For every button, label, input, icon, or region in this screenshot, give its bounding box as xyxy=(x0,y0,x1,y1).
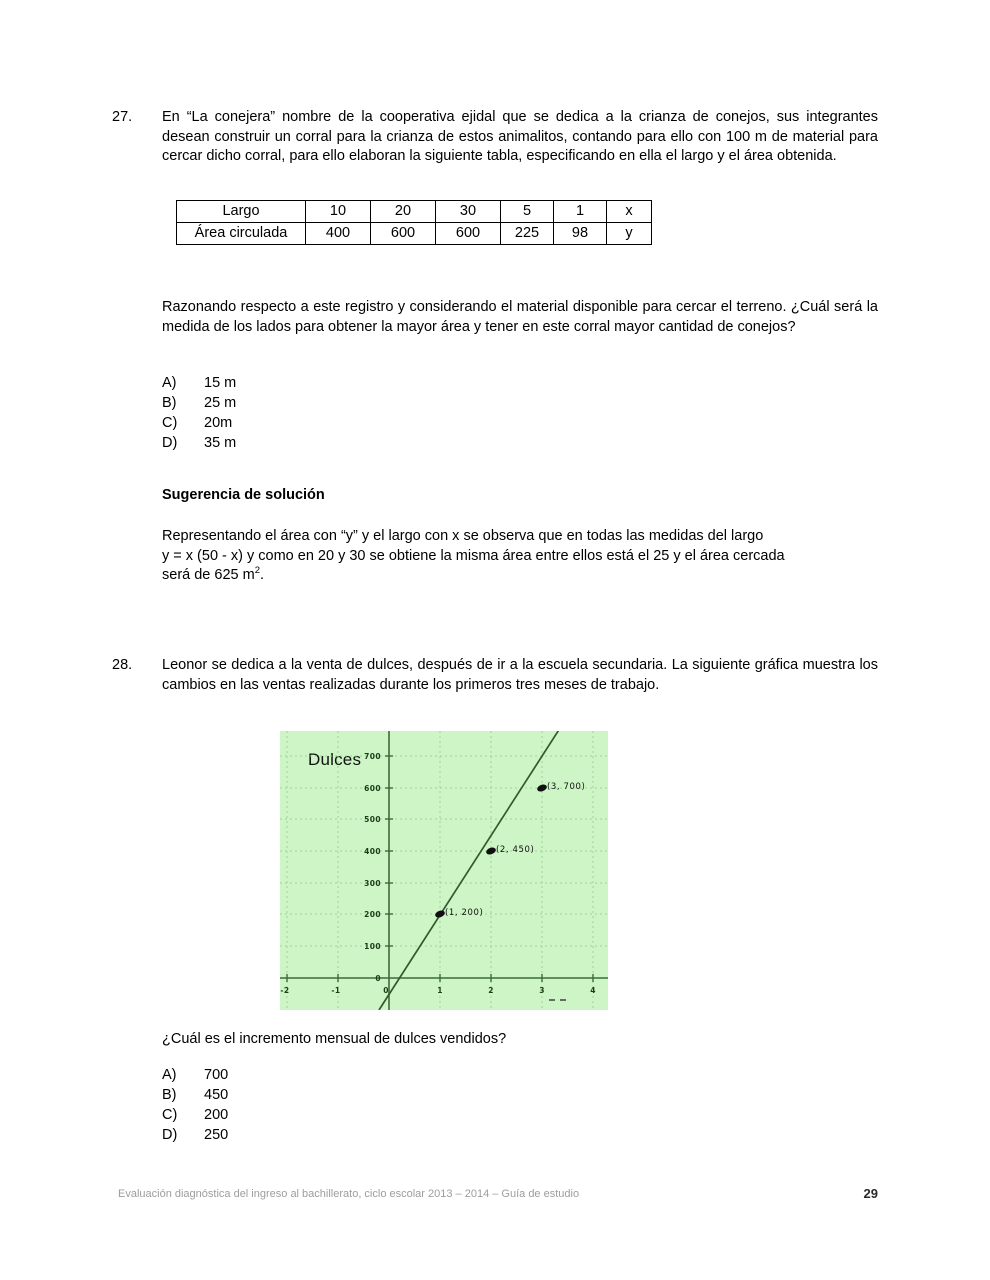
chart-data-line xyxy=(379,731,562,1010)
option-b-letter: B) xyxy=(162,1087,177,1103)
chart-xtick-label: 0 xyxy=(383,986,389,995)
option-c-letter: C) xyxy=(162,1107,178,1123)
chart-vertical-gridlines xyxy=(287,731,593,1010)
chart-ytick-label: 100 xyxy=(364,942,381,951)
option-b-letter: B) xyxy=(162,395,177,411)
dulces-line-chart xyxy=(280,731,608,1010)
page-footer xyxy=(118,1188,878,1200)
solution-line-3-post: . xyxy=(260,567,265,583)
solution-body xyxy=(162,527,878,586)
table-cell: 1 xyxy=(554,201,607,223)
option-a[interactable] xyxy=(162,1065,228,1085)
option-a-letter: A) xyxy=(162,375,177,391)
table-row-label: Largo xyxy=(177,201,306,223)
question-27 xyxy=(112,108,878,167)
table-cell: 5 xyxy=(501,201,554,223)
table-cell: 600 xyxy=(371,223,436,245)
option-a-text: 15 m xyxy=(204,375,237,391)
table-cell: 225 xyxy=(501,223,554,245)
question-27-text: En “La conejera” nombre de la cooperativa ejidal que se dedica a la crianza de conejos, sus integrantes desean construir un corral para la crianza de estos animalitos, contando para ello con 100 m de material para cercar dicho corral, para ello elaboran la siguiente tabla, especificando en ella el largo y el área obtenida. xyxy=(162,109,878,164)
option-a[interactable] xyxy=(162,373,236,393)
option-d[interactable] xyxy=(162,433,236,453)
solution-line-3 xyxy=(162,566,878,586)
chart-xtick-label: 1 xyxy=(437,986,443,995)
table-cell: x xyxy=(607,201,652,223)
table-cell: 10 xyxy=(306,201,371,223)
table-cell: y xyxy=(607,223,652,245)
chart-ytick-label: 300 xyxy=(364,879,381,888)
chart-ytick-label: 0 xyxy=(375,974,381,983)
table-cell: 400 xyxy=(306,223,371,245)
chart-title: Dulces xyxy=(308,750,362,769)
option-d-text: 35 m xyxy=(204,435,237,451)
question-28 xyxy=(112,656,878,695)
largo-area-table-wrapper xyxy=(176,200,652,245)
option-a-text: 700 xyxy=(204,1067,229,1083)
option-b[interactable] xyxy=(162,393,236,413)
option-c[interactable] xyxy=(162,1105,228,1125)
chart-ytick-label: 500 xyxy=(364,815,381,824)
table-cell: 20 xyxy=(371,201,436,223)
question-27-prompt: Razonando respecto a este registro y considerando el material disponible para cercar el terreno. ¿Cuál será la medida de los lados para obtener la mayor área y tener en este corral mayor cantidad de conejos? xyxy=(162,299,878,335)
solution-line-3-pre: será de 625 m xyxy=(162,567,255,583)
option-c-text: 20m xyxy=(204,415,233,431)
chart-ytick-label: 600 xyxy=(364,784,381,793)
question-28-number: 28. xyxy=(112,657,133,673)
chart-point-label: (3, 700) xyxy=(547,782,586,792)
chart-canvas xyxy=(280,731,608,1010)
option-c[interactable] xyxy=(162,413,236,433)
largo-area-table xyxy=(176,200,652,245)
table-row xyxy=(177,201,652,223)
question-28-prompt: ¿Cuál es el incremento mensual de dulces vendidos? xyxy=(162,1031,507,1047)
chart-xtick-label: -2 xyxy=(280,986,290,995)
question-28-options xyxy=(162,1065,228,1145)
option-c-letter: C) xyxy=(162,415,178,431)
option-d-letter: D) xyxy=(162,1127,178,1143)
chart-ytick-label: 400 xyxy=(364,847,381,856)
chart-point-label: (2, 450) xyxy=(496,845,535,855)
footer-text: Evaluación diagnóstica del ingreso al bachillerato, ciclo escolar 2013 – 2014 – Guía de estudio xyxy=(118,1188,580,1200)
option-b-text: 25 m xyxy=(204,395,237,411)
chart-xtick-label: 4 xyxy=(590,986,596,995)
table-cell: 98 xyxy=(554,223,607,245)
option-d-letter: D) xyxy=(162,435,178,451)
option-d-text: 250 xyxy=(204,1127,229,1143)
chart-ytick-label: 700 xyxy=(364,752,381,761)
solution-line-2: y = x (50 - x) y como en 20 y 30 se obtiene la misma área entre ellos está el 25 y el área cercada xyxy=(162,547,785,564)
question-28-text: Leonor se dedica a la venta de dulces, después de ir a la escuela secundaria. La siguiente gráfica muestra los cambios en las ventas realizadas durante los primeros tres meses de trabajo. xyxy=(162,657,878,693)
solution-line-1: Representando el área con “y” y el largo con x se observa que en todas las medidas del largo xyxy=(162,528,764,544)
chart-point-label: (1, 200) xyxy=(445,908,484,918)
option-b[interactable] xyxy=(162,1085,228,1105)
chart-ytick-label: 200 xyxy=(364,910,381,919)
question-27-number: 27. xyxy=(112,109,133,125)
option-d[interactable] xyxy=(162,1125,228,1145)
chart-xtick-label: -1 xyxy=(331,986,341,995)
option-b-text: 450 xyxy=(204,1087,229,1103)
question-27-options xyxy=(162,373,236,453)
table-cell: 600 xyxy=(436,223,501,245)
option-a-letter: A) xyxy=(162,1067,177,1083)
table-row xyxy=(177,223,652,245)
chart-xtick-label: 3 xyxy=(539,986,545,995)
table-row-label: Área circulada xyxy=(177,223,306,245)
chart-xtick-label: 2 xyxy=(488,986,494,995)
solution-exponent: 2 xyxy=(254,565,260,577)
page-number: 29 xyxy=(863,1186,878,1201)
option-c-text: 200 xyxy=(204,1107,229,1123)
solution-heading: Sugerencia de solución xyxy=(162,487,325,503)
table-cell: 30 xyxy=(436,201,501,223)
